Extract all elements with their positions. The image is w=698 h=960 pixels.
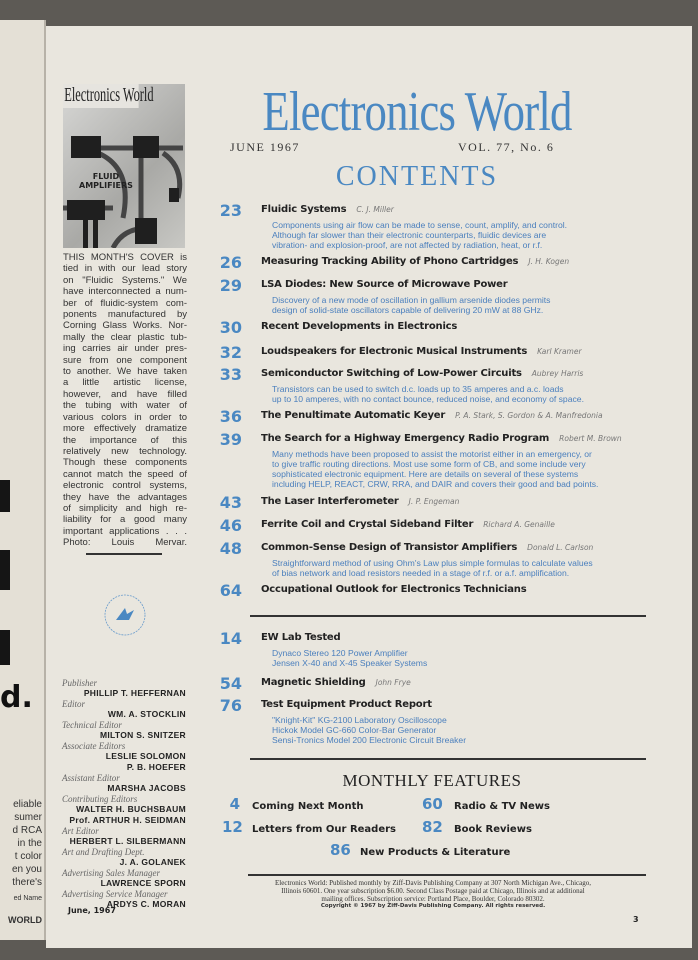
article-description: Many methods have been proposed to assist the motorist either in an emergency, or to give traffic routing directions. Most use some form of CB, and some include very sophisticated electronic equipment. Here are details on several of these systems including HELP, REACT, CRW, RRA, and DAIR and covers their good and bad points. bbox=[272, 449, 599, 489]
article-description: Components using air flow can be made to sense, count, amplify, and control. Although far slower than their electronic counterparts, fluidic devices are vibration- and explosion-proof, are not affected by radiation, heat, or r.f. bbox=[272, 220, 568, 250]
article-title[interactable]: Magnetic Shielding John Frye bbox=[261, 677, 411, 688]
section-rule bbox=[250, 615, 646, 617]
article-description: Dynaco Stereo 120 Power Amplifier Jensen X-40 and X-45 Speaker Systems bbox=[272, 648, 428, 668]
page-number-label: 76 bbox=[219, 696, 242, 715]
caption-rule bbox=[86, 553, 162, 555]
staff-box: Publisher PHILLIP T. HEFFERNAN Editor WM. A. STOCKLIN Technical Editor MILTON S. SNITZER Associate Editors LESLIE SOLOMON P. B. HOEFER Assistant Editor MARSHA JACOBS Contributing Editors WALTER H. BUCHSBAUM Prof. ARTHUR H. SEIDMAN Art Editor HERBERT L. SILBERMANN Art and Drafting Dept. J. A. GOLANEK Advertising Sales Manager LAWRENCE SPORN Advertising Service Manager ARDYS C. MORAN bbox=[62, 678, 186, 909]
page-number-label: 14 bbox=[219, 629, 242, 648]
article-author: John Frye bbox=[375, 678, 411, 687]
publication-notice: Electronics World: Published monthly by Ziff-Davis Publishing Company at 307 North Michigan Ave., Chicago, Illinois 60601. One year subscription $6.00. Second Class Postage paid at Chicago, Illinois and at additional mailing offices. Subscription service: Portland Place, Boulder, Colorado 80302. Copyright © 1967 by Ziff-Davis Publishing Company. All rights reserved. bbox=[275, 879, 591, 909]
page-number-label: 64 bbox=[219, 581, 242, 600]
issue-date: June, 1967 bbox=[68, 906, 116, 915]
article-title[interactable]: Semiconductor Switching of Low-Power Circuits Aubrey Harris bbox=[261, 368, 584, 379]
article-description: Transistors can be used to switch d.c. loads up to 35 amperes and a.c. loads up to 10 amperes, with no contact bounce, reduced noise, and economy of space. bbox=[272, 384, 584, 404]
footer-rule bbox=[248, 874, 646, 876]
page-number-label: 32 bbox=[219, 343, 242, 362]
article-title[interactable]: Fluidic Systems C. J. Miller bbox=[261, 204, 394, 215]
article-title[interactable]: Measuring Tracking Ability of Phono Cartridges J. H. Kogen bbox=[261, 256, 570, 267]
page-number-label: 26 bbox=[219, 253, 242, 272]
article-description: Straightforward method of using Ohm's Law plus simple formulas to calculate values of bias network and load resistors needed in a stage of r.f. or a.f. amplification. bbox=[272, 558, 593, 578]
magazine-logo: Electronics World bbox=[262, 81, 572, 143]
article-title[interactable]: The Laser Interferometer J. P. Engeman bbox=[261, 496, 460, 507]
page-number-label: 39 bbox=[219, 430, 242, 449]
article-title[interactable]: LSA Diodes: New Source of Microwave Power bbox=[261, 279, 508, 290]
article-title[interactable]: Recent Developments in Electronics bbox=[261, 321, 458, 332]
page-number-label: 48 bbox=[219, 539, 242, 558]
article-title[interactable]: Test Equipment Product Report bbox=[261, 699, 432, 710]
masthead bbox=[222, 81, 612, 143]
cover-headline: FLUID AMPLIFIERS bbox=[79, 172, 133, 190]
article-author: Richard A. Genaille bbox=[483, 520, 555, 529]
facing-text: eliable sumer d RCA in the t color en you there's bbox=[11, 799, 42, 888]
page-number-label: 29 bbox=[219, 276, 242, 295]
article-description: "Knight-Kit" KG-2100 Laboratory Oscilloscope Hickok Model GC-660 Color-Bar Generator Sensi-Tronics Model 200 Electronic Circuit Breaker bbox=[272, 715, 467, 745]
page-number-label: 30 bbox=[219, 318, 242, 337]
article-author: J. P. Engeman bbox=[408, 497, 460, 506]
article-author: Aubrey Harris bbox=[531, 369, 584, 378]
article-title[interactable]: Common-Sense Design of Transistor Amplifiers Donald L. Carlson bbox=[261, 542, 594, 553]
feature-item[interactable]: 4 Coming Next Month bbox=[229, 795, 364, 813]
article-title[interactable]: The Penultimate Automatic Keyer P. A. Stark, S. Gordon & A. Manfredonia bbox=[261, 410, 603, 421]
article-title[interactable]: EW Lab Tested bbox=[261, 632, 341, 643]
feature-item[interactable]: 60 Radio & TV News bbox=[422, 795, 550, 813]
page-number-label: 43 bbox=[219, 493, 242, 512]
section-rule bbox=[250, 758, 646, 760]
feature-item[interactable]: 82 Book Reviews bbox=[422, 818, 532, 836]
feature-item[interactable]: 12 Letters from Our Readers bbox=[222, 818, 397, 836]
page-number-label: 46 bbox=[219, 516, 242, 535]
facing-footer: WORLD bbox=[8, 915, 42, 925]
contents-heading: CONTENTS bbox=[335, 161, 499, 192]
article-author: P. A. Stark, S. Gordon & A. Manfredonia bbox=[455, 411, 603, 420]
article-author: J. H. Kogen bbox=[528, 257, 570, 266]
article-description: Discovery of a new mode of oscillation in gallium arsenide diodes permits design of solid-state oscillators capable of delivering 20 mW at 88 GHz. bbox=[272, 295, 551, 315]
monthly-features-heading: MONTHLY FEATURES bbox=[342, 771, 522, 790]
issue-month: JUNE 1967 bbox=[230, 140, 300, 154]
ziff-davis-seal bbox=[102, 592, 148, 638]
article-title[interactable]: The Search for a Highway Emergency Radio Program Robert M. Brown bbox=[261, 433, 622, 444]
cover-thumbnail bbox=[63, 84, 185, 248]
page-number-label: 23 bbox=[219, 201, 242, 220]
article-title[interactable]: Loudspeakers for Electronic Musical Instruments Karl Kramer bbox=[261, 346, 582, 357]
page-number-label: 36 bbox=[219, 407, 242, 426]
facing-big-letter: d. bbox=[0, 680, 33, 715]
facing-page bbox=[0, 20, 46, 940]
article-title[interactable]: Ferrite Coil and Crystal Sideband Filter Richard A. Genaille bbox=[261, 519, 555, 530]
feature-item[interactable]: 86 New Products & Literature bbox=[330, 841, 511, 859]
facing-brand: ed Name bbox=[13, 895, 42, 902]
article-title[interactable]: Occupational Outlook for Electronics Technicians bbox=[261, 584, 527, 595]
page-number-label: 33 bbox=[219, 365, 242, 384]
cover-logo: Electronics World bbox=[64, 84, 154, 106]
article-author: C. J. Miller bbox=[356, 205, 394, 214]
article-author: Donald L. Carlson bbox=[527, 543, 594, 552]
page-number: 3 bbox=[633, 915, 639, 924]
cover-caption: THIS MONTH'S COVER is tied in with our lead story on "Fluidic Systems." We have interconnected a num- ber of fluidic-system com- ponents manufactured by Corning Glass Works. Nor- mally the clear plastic tub- ing carries air under pres- sure from one component to another. We have taken a little artistic license, however, and have filled the tubing with water of various colors in order to more effectively dramatize the importance of this relatively new technology. Though these components cannot match the speed of electronic control systems, they have the advantages of simplicity and high re- liability for a good many important applications . . . Photo: Louis Mervar. bbox=[63, 252, 187, 549]
article-author: Karl Kramer bbox=[537, 347, 582, 356]
article-author: Robert M. Brown bbox=[559, 434, 622, 443]
page-number-label: 54 bbox=[219, 674, 242, 693]
volume-number: VOL. 77, No. 6 bbox=[458, 140, 555, 154]
